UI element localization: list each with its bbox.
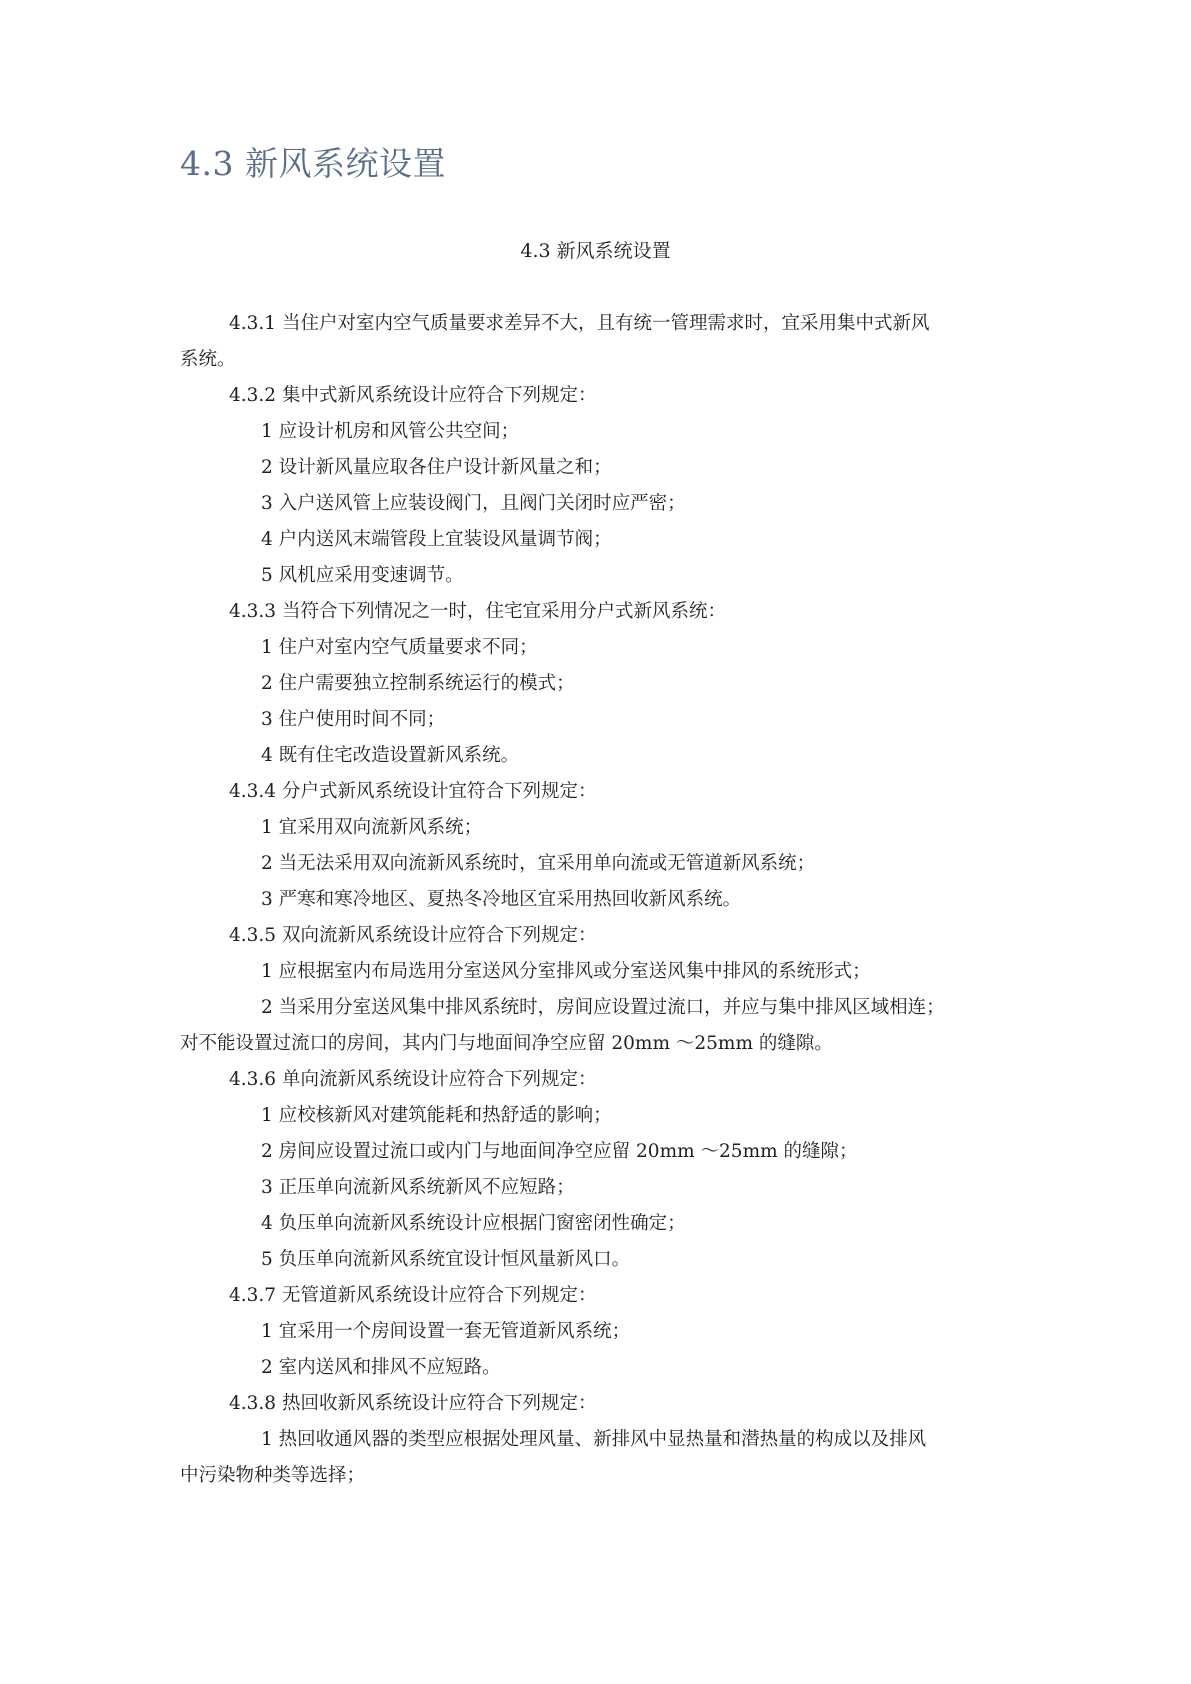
list-item: 3 正压单向流新风系统新风不应短路；: [261, 1177, 575, 1198]
list-item: 1 应校核新风对建筑能耗和热舒适的影响；: [261, 1105, 612, 1126]
list-item: 1 宜采用一个房间设置一套无管道新风系统；: [261, 1321, 631, 1342]
list-item: 3 入户送风管上应装设阀门，且阀门关闭时应严密；: [261, 493, 686, 514]
list-item: 4 既有住宅改造设置新风系统。: [261, 745, 520, 766]
list-item: 1 宜采用双向流新风系统；: [261, 817, 483, 838]
list-item: 5 风机应采用变速调节。: [261, 565, 464, 586]
list-item: 1 应设计机房和风管公共空间；: [261, 421, 520, 442]
continuation-line: 系统。: [180, 349, 236, 370]
continuation-line: 对不能设置过流口的房间，其内门与地面间净空应留 20mm ～25mm 的缝隙。: [180, 1033, 833, 1054]
list-item: 2 室内送风和排风不应短路。: [261, 1357, 501, 1378]
clause-line: 4.3.7 无管道新风系统设计应符合下列规定：: [229, 1285, 597, 1306]
list-item: 1 应根据室内布局选用分室送风分室排风或分室送风集中排风的系统形式；: [261, 961, 871, 982]
clause-line: 4.3.6 单向流新风系统设计应符合下列规定：: [229, 1069, 597, 1090]
page-heading: 4.3 新风系统设置: [180, 144, 446, 183]
clause-line: 4.3.1 当住户对室内空气质量要求差异不大，且有统一管理需求时，宜采用集中式新风: [229, 313, 930, 334]
list-item: 3 严寒和寒冷地区、夏热冬冷地区宜采用热回收新风系统。: [261, 889, 742, 910]
list-item: 2 当无法采用双向流新风系统时，宜采用单向流或无管道新风系统；: [261, 853, 816, 874]
clause-line: 4.3.8 热回收新风系统设计应符合下列规定：: [229, 1393, 597, 1414]
list-item: 5 负压单向流新风系统宜设计恒风量新风口。: [261, 1249, 631, 1270]
list-item: 2 住户需要独立控制系统运行的模式；: [261, 673, 575, 694]
list-item: 4 负压单向流新风系统设计应根据门窗密闭性确定；: [261, 1213, 686, 1234]
section-title: 4.3 新风系统设置: [520, 240, 671, 262]
list-item: 2 设计新风量应取各住户设计新风量之和；: [261, 457, 612, 478]
list-item: 2 当采用分室送风集中排风系统时，房间应设置过流口，并应与集中排风区域相连；: [261, 997, 945, 1018]
clause-line: 4.3.2 集中式新风系统设计应符合下列规定：: [229, 385, 597, 406]
clause-line: 4.3.3 当符合下列情况之一时，住宅宜采用分户式新风系统：: [229, 601, 726, 622]
continuation-line: 中污染物种类等选择；: [180, 1465, 366, 1486]
list-item: 4 户内送风末端管段上宜装设风量调节阀；: [261, 529, 612, 550]
list-item: 1 热回收通风器的类型应根据处理风量、新排风中显热量和潜热量的构成以及排风: [261, 1429, 927, 1450]
document-body: [180, 306, 1022, 1494]
list-item: 1 住户对室内空气质量要求不同；: [261, 637, 538, 658]
list-item: 3 住户使用时间不同；: [261, 709, 446, 730]
list-item: 2 房间应设置过流口或内门与地面间净空应留 20mm ～25mm 的缝隙；: [261, 1141, 858, 1162]
clause-line: 4.3.5 双向流新风系统设计应符合下列规定：: [229, 925, 597, 946]
clause-line: 4.3.4 分户式新风系统设计宜符合下列规定：: [229, 781, 597, 802]
